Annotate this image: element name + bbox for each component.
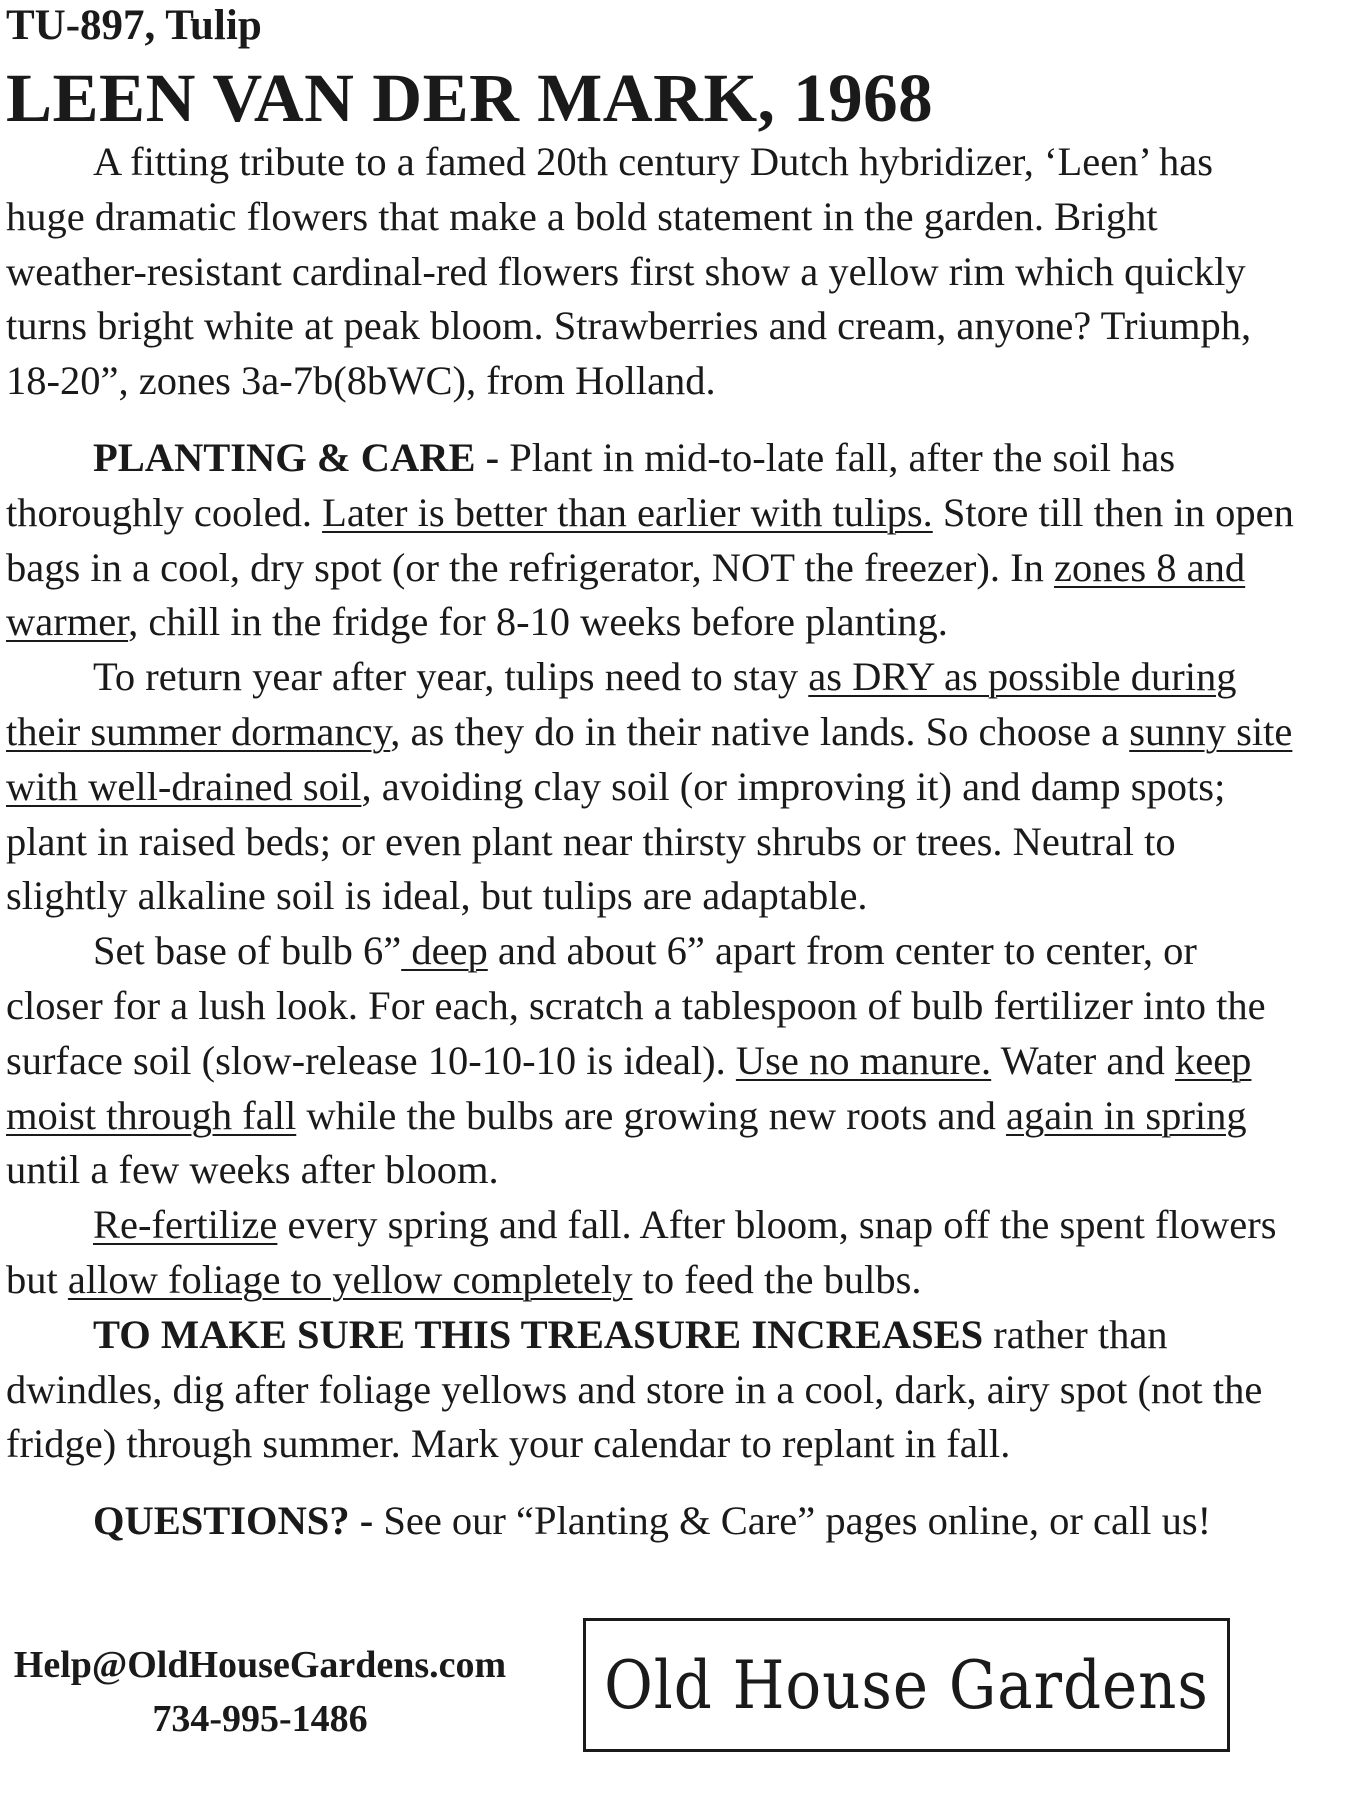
- care-text: [6, 135, 1296, 1549]
- logo-text: Old House Gardens: [604, 1646, 1209, 1724]
- refertilize-note: Re-fertilize: [93, 1202, 278, 1248]
- refertilize-text: to feed the bulbs.: [632, 1256, 922, 1302]
- treasure-text: rather than dwindles, dig after foliage yellows and store in a cool, dark, airy spot (not the fridge) through summer. Mark your calendar to replant in fall.: [6, 1311, 1263, 1467]
- questions-text: See our “Planting & Care” pages online, or call us!: [373, 1498, 1212, 1544]
- setbase-paragraph: [6, 924, 1296, 1198]
- questions-paragraph: [6, 1494, 1296, 1549]
- dry-dormancy-note: as DRY as possible during their summer dormancy: [6, 654, 1237, 754]
- variety-title: LEEN VAN DER MARK, 1968: [6, 60, 934, 136]
- email-address: Help@OldHouseGardens.com: [13, 1644, 507, 1686]
- questions-heading: QUESTIONS? -: [93, 1498, 374, 1544]
- refertilize-text: every spring and fall. After bloom, snap off the spent flowers but: [6, 1202, 1277, 1302]
- moist-fall-note: keep moist through fall: [6, 1037, 1252, 1138]
- brand-logo: [583, 1618, 1230, 1752]
- planting-text: Plant in mid-to-late fall, after the soil has thoroughly cooled.: [6, 434, 1176, 535]
- planting-heading: PLANTING & CARE -: [93, 434, 500, 480]
- dry-text: , as they do in their native lands. So choose a: [390, 708, 1130, 754]
- setbase-text: and about 6” apart from center to center, or closer for a lush look. For each, scratch a tablespoon of bulb fertilizer into the surface soil (slow-release 10-10-10 is ideal).: [6, 928, 1266, 1083]
- dry-text: , avoiding clay soil (or improving it) and damp spots; plant in raised beds; or even plant near thirsty shrubs or trees. Neutral to slightly alkaline soil is ideal, but tulips are adaptable.: [6, 763, 1226, 919]
- treasure-paragraph: [6, 1308, 1296, 1472]
- planting-text: , chill in the fridge for 8-10 weeks before planting.: [128, 599, 948, 645]
- product-code: TU-897, Tulip: [6, 2, 262, 49]
- foliage-note: allow foliage to yellow completely: [67, 1256, 633, 1302]
- setbase-text: Set base of bulb 6”: [93, 928, 402, 974]
- later-better-note: Later is better than earlier with tulips.: [322, 489, 933, 535]
- planting-paragraph: [6, 431, 1296, 650]
- contact-block: [0, 1638, 520, 1746]
- dry-text: To return year after year, tulips need to stay: [93, 654, 809, 700]
- description-paragraph: A fitting tribute to a famed 20th century Dutch hybridizer, ‘Leen’ has huge dramatic flowers that make a bold statement in the garden. Bright weather-resistant cardinal-red flowers first show a yellow rim which quickly turns bright white at peak bloom. Strawberries and cream, anyone? Triumph, 18-20”, zones 3a-7b(8bWC), from Holland.: [6, 139, 1252, 404]
- refertilize-paragraph: [6, 1198, 1296, 1308]
- treasure-heading: TO MAKE SURE THIS TREASURE INCREASES: [93, 1311, 984, 1357]
- sunny-site-note: sunny site with well-drained soil: [6, 708, 1293, 809]
- warm-zones-note: zones 8 and warmer: [6, 544, 1246, 645]
- dry-paragraph: [6, 650, 1296, 924]
- spring-note: again in spring: [1005, 1092, 1247, 1138]
- setbase-text: while the bulbs are growing new roots and: [296, 1092, 1006, 1138]
- no-manure-note: Use no manure.: [735, 1037, 992, 1083]
- planting-text: Store till then in open bags in a cool, dry spot (or the refrigerator, NOT the freezer). In: [6, 489, 1294, 590]
- setbase-text: Water and: [991, 1037, 1175, 1083]
- deep-note: deep: [401, 928, 488, 974]
- phone-number: 734-995-1486: [152, 1698, 368, 1740]
- setbase-text: until a few weeks after bloom.: [6, 1147, 499, 1193]
